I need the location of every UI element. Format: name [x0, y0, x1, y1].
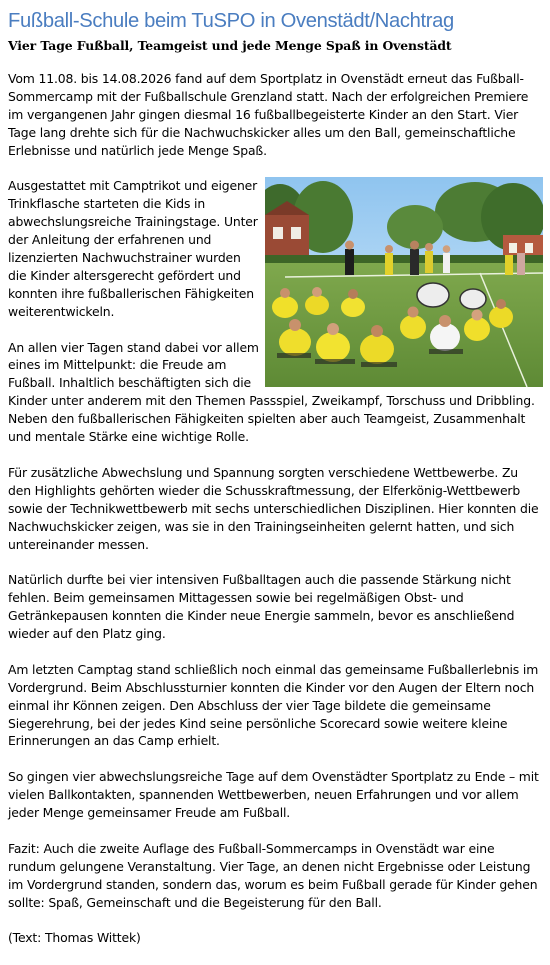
paragraph-intro: Vom 11.08. bis 14.08.2026 fand auf dem Sportplatz in Ovenstädt erneut das Fußball-Sommercamp mit der Fußballschule Grenzland statt. Nach der erfolgreichen Premiere im vergangenen Jahr gingen diesmal 16 fußballbegeisterte Kinder an den Start. Vier Tage lang drehte sich für die Nachwuchskicker alles um den Ball, gemeinschaftliche Erlebnisse und natürlich jede Menge Spaß. [8, 71, 529, 158]
camp-photo [265, 177, 543, 387]
article-subtitle: Vier Tage Fußball, Teamgeist und jede Menge Spaß in Ovenstädt [8, 38, 452, 53]
paragraph-equipment: Ausgestattet mit Camptrikot und eigener Trinkflasche starteten die Kids in abwechslungsreiche Trainingstage. Unter der Anleitung der erfahrenen und lizenzierten Nachwuchstrainer wurden die Kinder altersgerecht gefördert und konnten ihre fußballerischen Fähigkeiten weiterentwickeln. [8, 178, 258, 319]
author-credit: (Text: Thomas Wittek) [8, 930, 141, 946]
paragraph-joy: An allen vier Tagen stand dabei vor allem eines im Mittelpunkt: die Freude am Fußball. Inhaltlich beschäftigten sich die Kinder unter anderem mit den Themen Passspiel, Zweikampf, Torschuss und Dribbling. Neben den fußballerischen Fähigkeiten spielten aber auch Teamgeist, Zusammenhalt und mentale Stärke eine wichtige Rolle. [8, 339, 535, 445]
paragraph-competitions: Für zusätzliche Abwechslung und Spannung sorgten verschiedene Wettbewerbe. Zu den Highlights gehörten wieder die Schusskraftmessung, der Elferkönig-Wettbewerb sowie der Technikwettbewerb mit sechs unterschiedlichen Disziplinen. Hier konnten die Nachwuchskicker zeigen, was sie in den Trainingseinheiten gelernt hatten, und sich untereinander messen. [8, 464, 539, 552]
paragraph-ending: So gingen vier abwechslungsreiche Tage auf dem Ovenstädter Sportplatz zu Ende – mit vielen Ballkontakten, spannenden Wettbewerben, neuen Erfahrungen und vor allem jeder Menge gemeinsamer Freude am Fußball. [8, 769, 539, 821]
article-title: Fußball-Schule beim TuSPO in Ovenstädt/Nachtrag [8, 10, 454, 32]
paragraph-final-day: Am letzten Camptag stand schließlich noch einmal das gemeinsame Fußballerlebnis im Vordergrund. Beim Abschlussturnier konnten die Kinder vor den Augen der Eltern noch einmal ihr Können zeigen. Den Abschluss der vier Tage bildete die gemeinsame Siegerehrung, bei der jedes Kind seine persönliche Scorecard sowie weitere kleine Erinnerungen an das Camp erhielt. [8, 661, 539, 749]
paragraph-meals: Natürlich durfte bei vier intensiven Fußballtagen auch die passende Stärkung nicht fehlen. Beim gemeinsamen Mittagessen sowie bei regelmäßigen Obst- und Getränkepausen konnten die Kinder neue Energie sammeln, bevor es anschließend wieder auf den Platz ging. [8, 572, 515, 642]
paragraph-conclusion: Fazit: Auch die zweite Auflage des Fußball-Sommercamps in Ovenstädt war eine rundum gelungene Veranstaltung. Vier Tage, an denen nicht Ergebnisse oder Leistung im Vordergrund standen, sondern das, worum es beim Fußball gerade für Kinder gehen sollte: Spaß, Gemeinschaft und die Begeisterung für den Ball. [8, 840, 538, 910]
article-body [8, 70, 543, 965]
